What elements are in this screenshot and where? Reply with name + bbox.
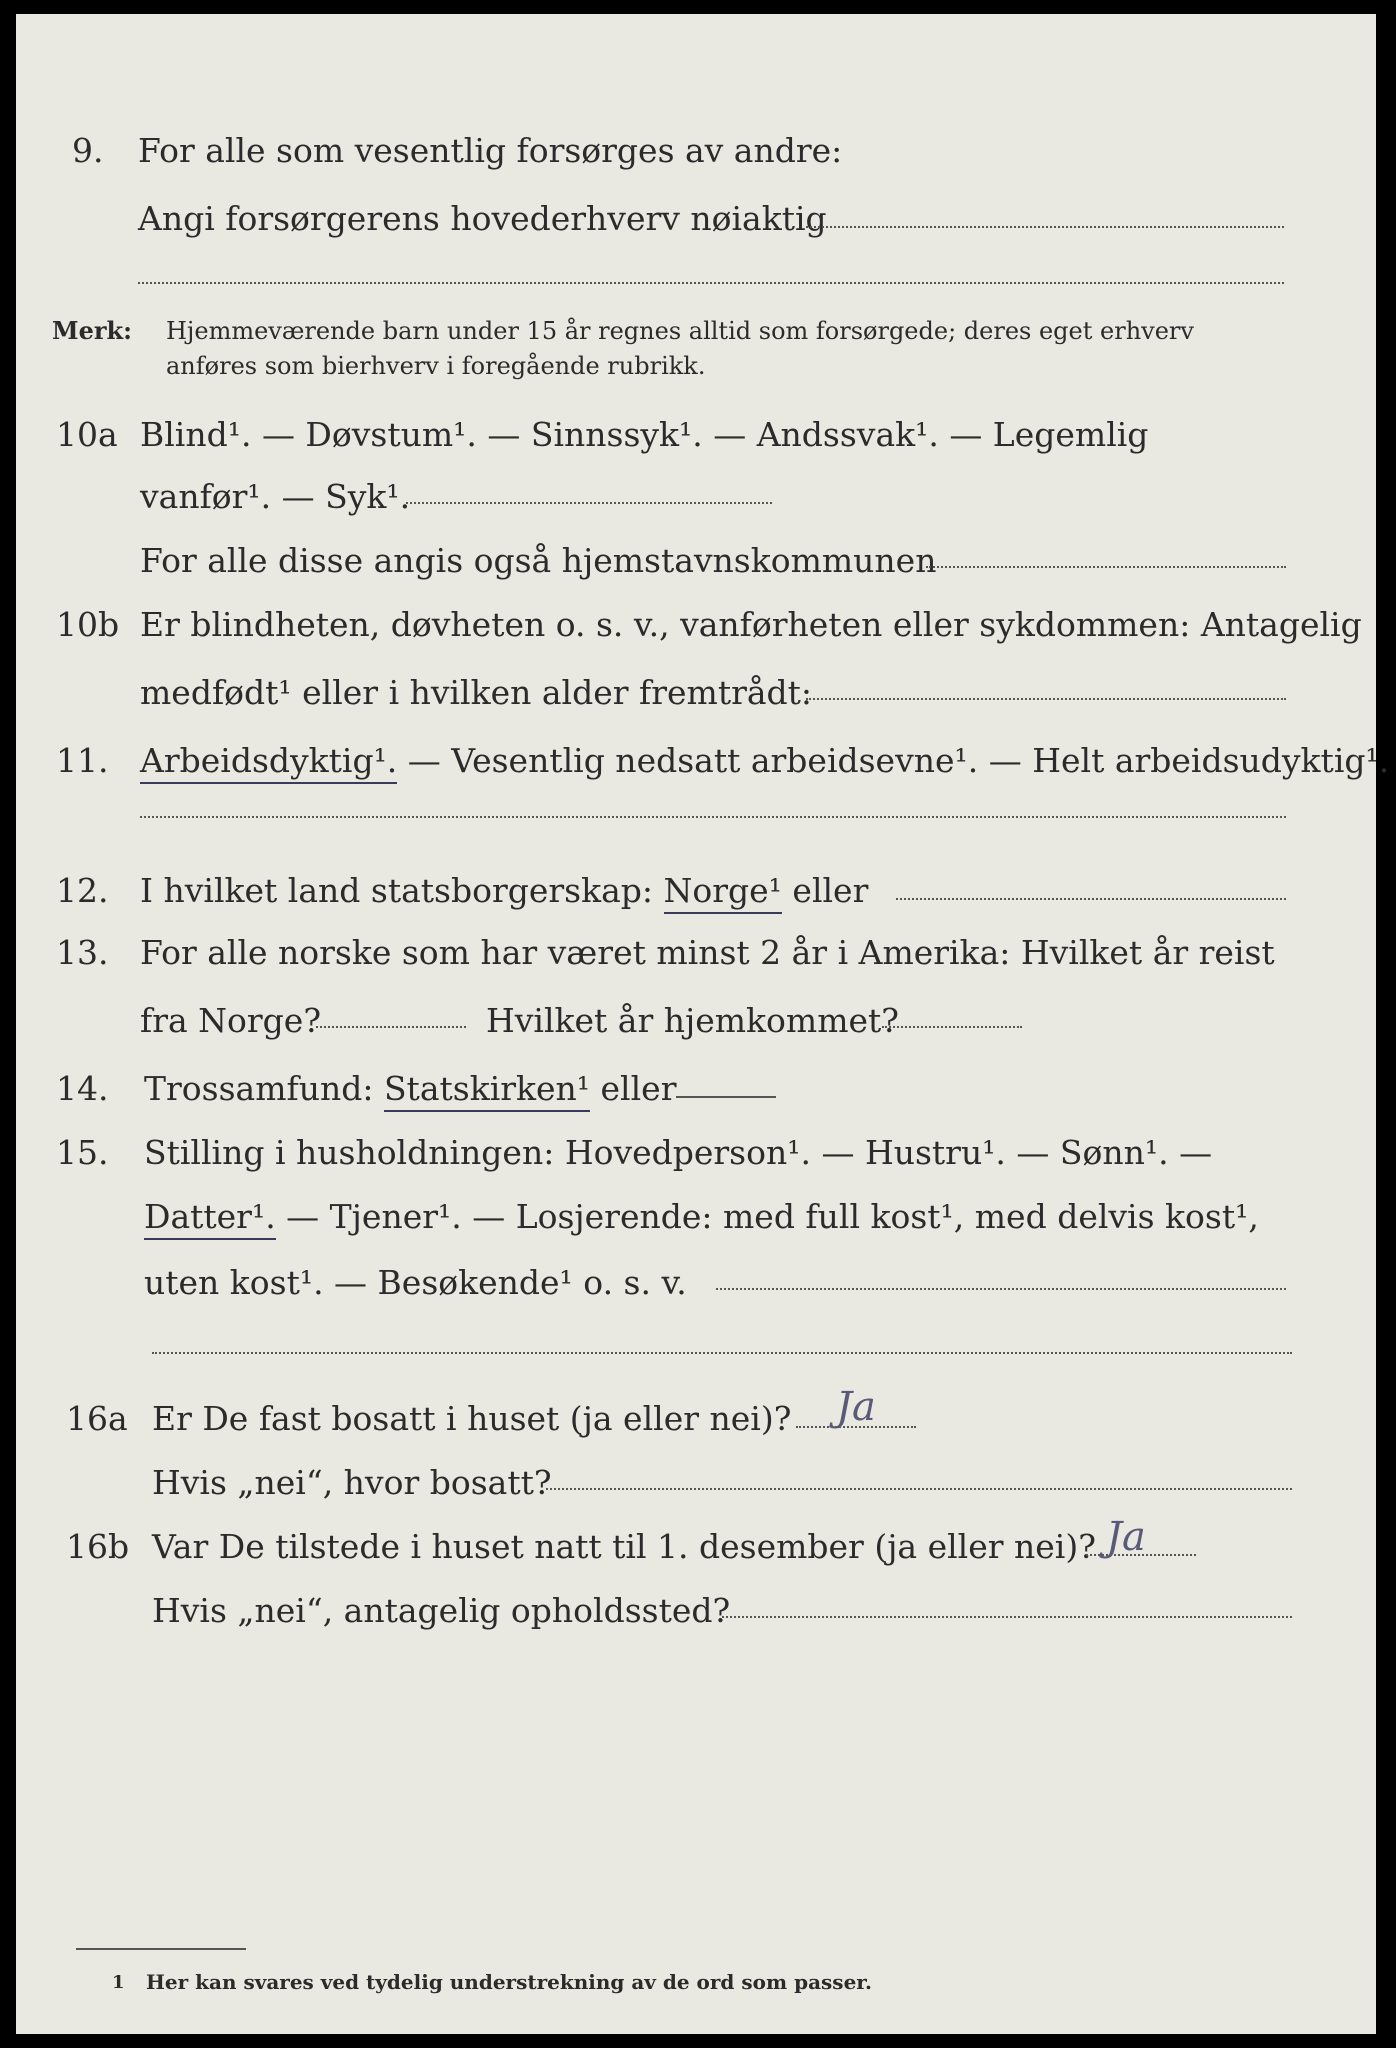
q16b-number: 16b: [66, 1527, 130, 1566]
q10b-line1: Er blindheten, døvheten o. s. v., vanførheten eller sykdommen: Antagelig: [140, 605, 1362, 644]
form-page: [16, 14, 1390, 2034]
q9-line1: For alle som vesentlig forsørges av andre:: [138, 131, 843, 170]
q15-extra-line[interactable]: [152, 1352, 1292, 1354]
q12-answer-line[interactable]: [896, 898, 1286, 900]
q13-line2a: fra Norge?: [140, 1001, 322, 1040]
q16a-line2: Hvis „nei“, hvor bosatt?: [152, 1463, 552, 1502]
q12-question: I hvilket land statsborgerskap:: [140, 871, 664, 910]
merk-label: Merk:: [52, 316, 132, 345]
q12-number: 12.: [56, 871, 109, 910]
q13-line1: For alle norske som har været minst 2 år i Amerika: Hvilket år reist: [140, 933, 1275, 972]
q15-line3: uten kost¹. — Besøkende¹ o. s. v.: [144, 1263, 687, 1302]
q10a-number: 10a: [56, 415, 118, 454]
q13-hjemkommet-line[interactable]: [882, 1026, 1022, 1028]
q16a-number: 16a: [66, 1399, 128, 1438]
q16b-line2: Hvis „nei“, antagelig opholdssted?: [152, 1591, 731, 1630]
q15-line2: [144, 1197, 1259, 1236]
q9-line2: Angi forsørgerens hovederhverv nøiaktig: [138, 199, 827, 238]
q14-answer-line[interactable]: [676, 1096, 776, 1098]
q11-line: [140, 741, 1390, 780]
footnote-text: Her kan svares ved tydelig understrekning av de ord som passer.: [146, 1970, 872, 1994]
q10a-line2: vanfør¹. — Syk¹.: [140, 477, 411, 516]
q10b-line2: medfødt¹ eller i hvilken alder fremtrådt:: [140, 673, 813, 712]
q11-number: 11.: [56, 741, 109, 780]
footnote-mark: 1: [112, 1972, 125, 1993]
q16b-handwritten-answer: Ja: [1106, 1514, 1146, 1560]
q16b-opholdssted-line[interactable]: [722, 1616, 1292, 1618]
q12-option-norge[interactable]: Norge¹: [664, 871, 782, 914]
q10a-line1: Blind¹. — Døvstum¹. — Sinnssyk¹. — Andssvak¹. — Legemlig: [140, 415, 1149, 454]
merk-line2: anføres som bierhverv i foregående rubrikk.: [166, 352, 706, 380]
q13-reist-line[interactable]: [316, 1026, 466, 1028]
q14-number: 14.: [56, 1069, 109, 1108]
q14-post: eller: [590, 1069, 677, 1108]
q10a-answer-line[interactable]: [406, 502, 772, 504]
q15-line2-rest: — Tjener¹. — Losjerende: med full kost¹, med delvis kost¹,: [275, 1197, 1259, 1236]
q15-option-datter[interactable]: Datter¹.: [144, 1197, 276, 1240]
q16a-handwritten-answer: Ja: [836, 1384, 876, 1430]
q11-extra-line[interactable]: [140, 816, 1286, 818]
merk-line1: Hjemmeværende barn under 15 år regnes alltid som forsørgede; deres eget erhverv: [166, 317, 1194, 345]
footnote-rule: [76, 1948, 246, 1950]
q15-line1: Stilling i husholdningen: Hovedperson¹. — Hustru¹. — Sønn¹. —: [144, 1133, 1213, 1172]
q11-option-arbeidsdyktig[interactable]: Arbeidsdyktig¹.: [140, 741, 397, 784]
q9-answer-line[interactable]: [806, 226, 1284, 228]
q10a-line3: For alle disse angis også hjemstavnskommunen: [140, 541, 937, 580]
q10b-answer-line[interactable]: [806, 698, 1286, 700]
q11-rest: — Vesentlig nedsatt arbeidsevne¹. — Helt arbeidsudyktig¹.: [397, 741, 1390, 780]
q16b-line1: Var De tilstede i huset natt til 1. desember (ja eller nei)?: [152, 1527, 1096, 1566]
q16a-bosatt-line[interactable]: [546, 1488, 1292, 1490]
q14-line: [144, 1069, 677, 1108]
q15-answer-line[interactable]: [716, 1288, 1286, 1290]
q14-question: Trossamfund:: [144, 1069, 384, 1108]
q9-extra-line[interactable]: [138, 282, 1284, 284]
q13-line2b: Hvilket år hjemkommet?: [486, 1001, 899, 1040]
q15-number: 15.: [56, 1133, 109, 1172]
q10b-number: 10b: [56, 605, 120, 644]
q12-post: eller: [781, 871, 869, 910]
q14-option-statskirken[interactable]: Statskirken¹: [384, 1069, 590, 1112]
q10a-kommune-line[interactable]: [926, 566, 1286, 568]
q16a-line1: Er De fast bosatt i huset (ja eller nei)?: [152, 1399, 792, 1438]
q13-number: 13.: [56, 933, 109, 972]
q12-line: [140, 871, 869, 910]
q9-number: 9.: [72, 131, 104, 170]
